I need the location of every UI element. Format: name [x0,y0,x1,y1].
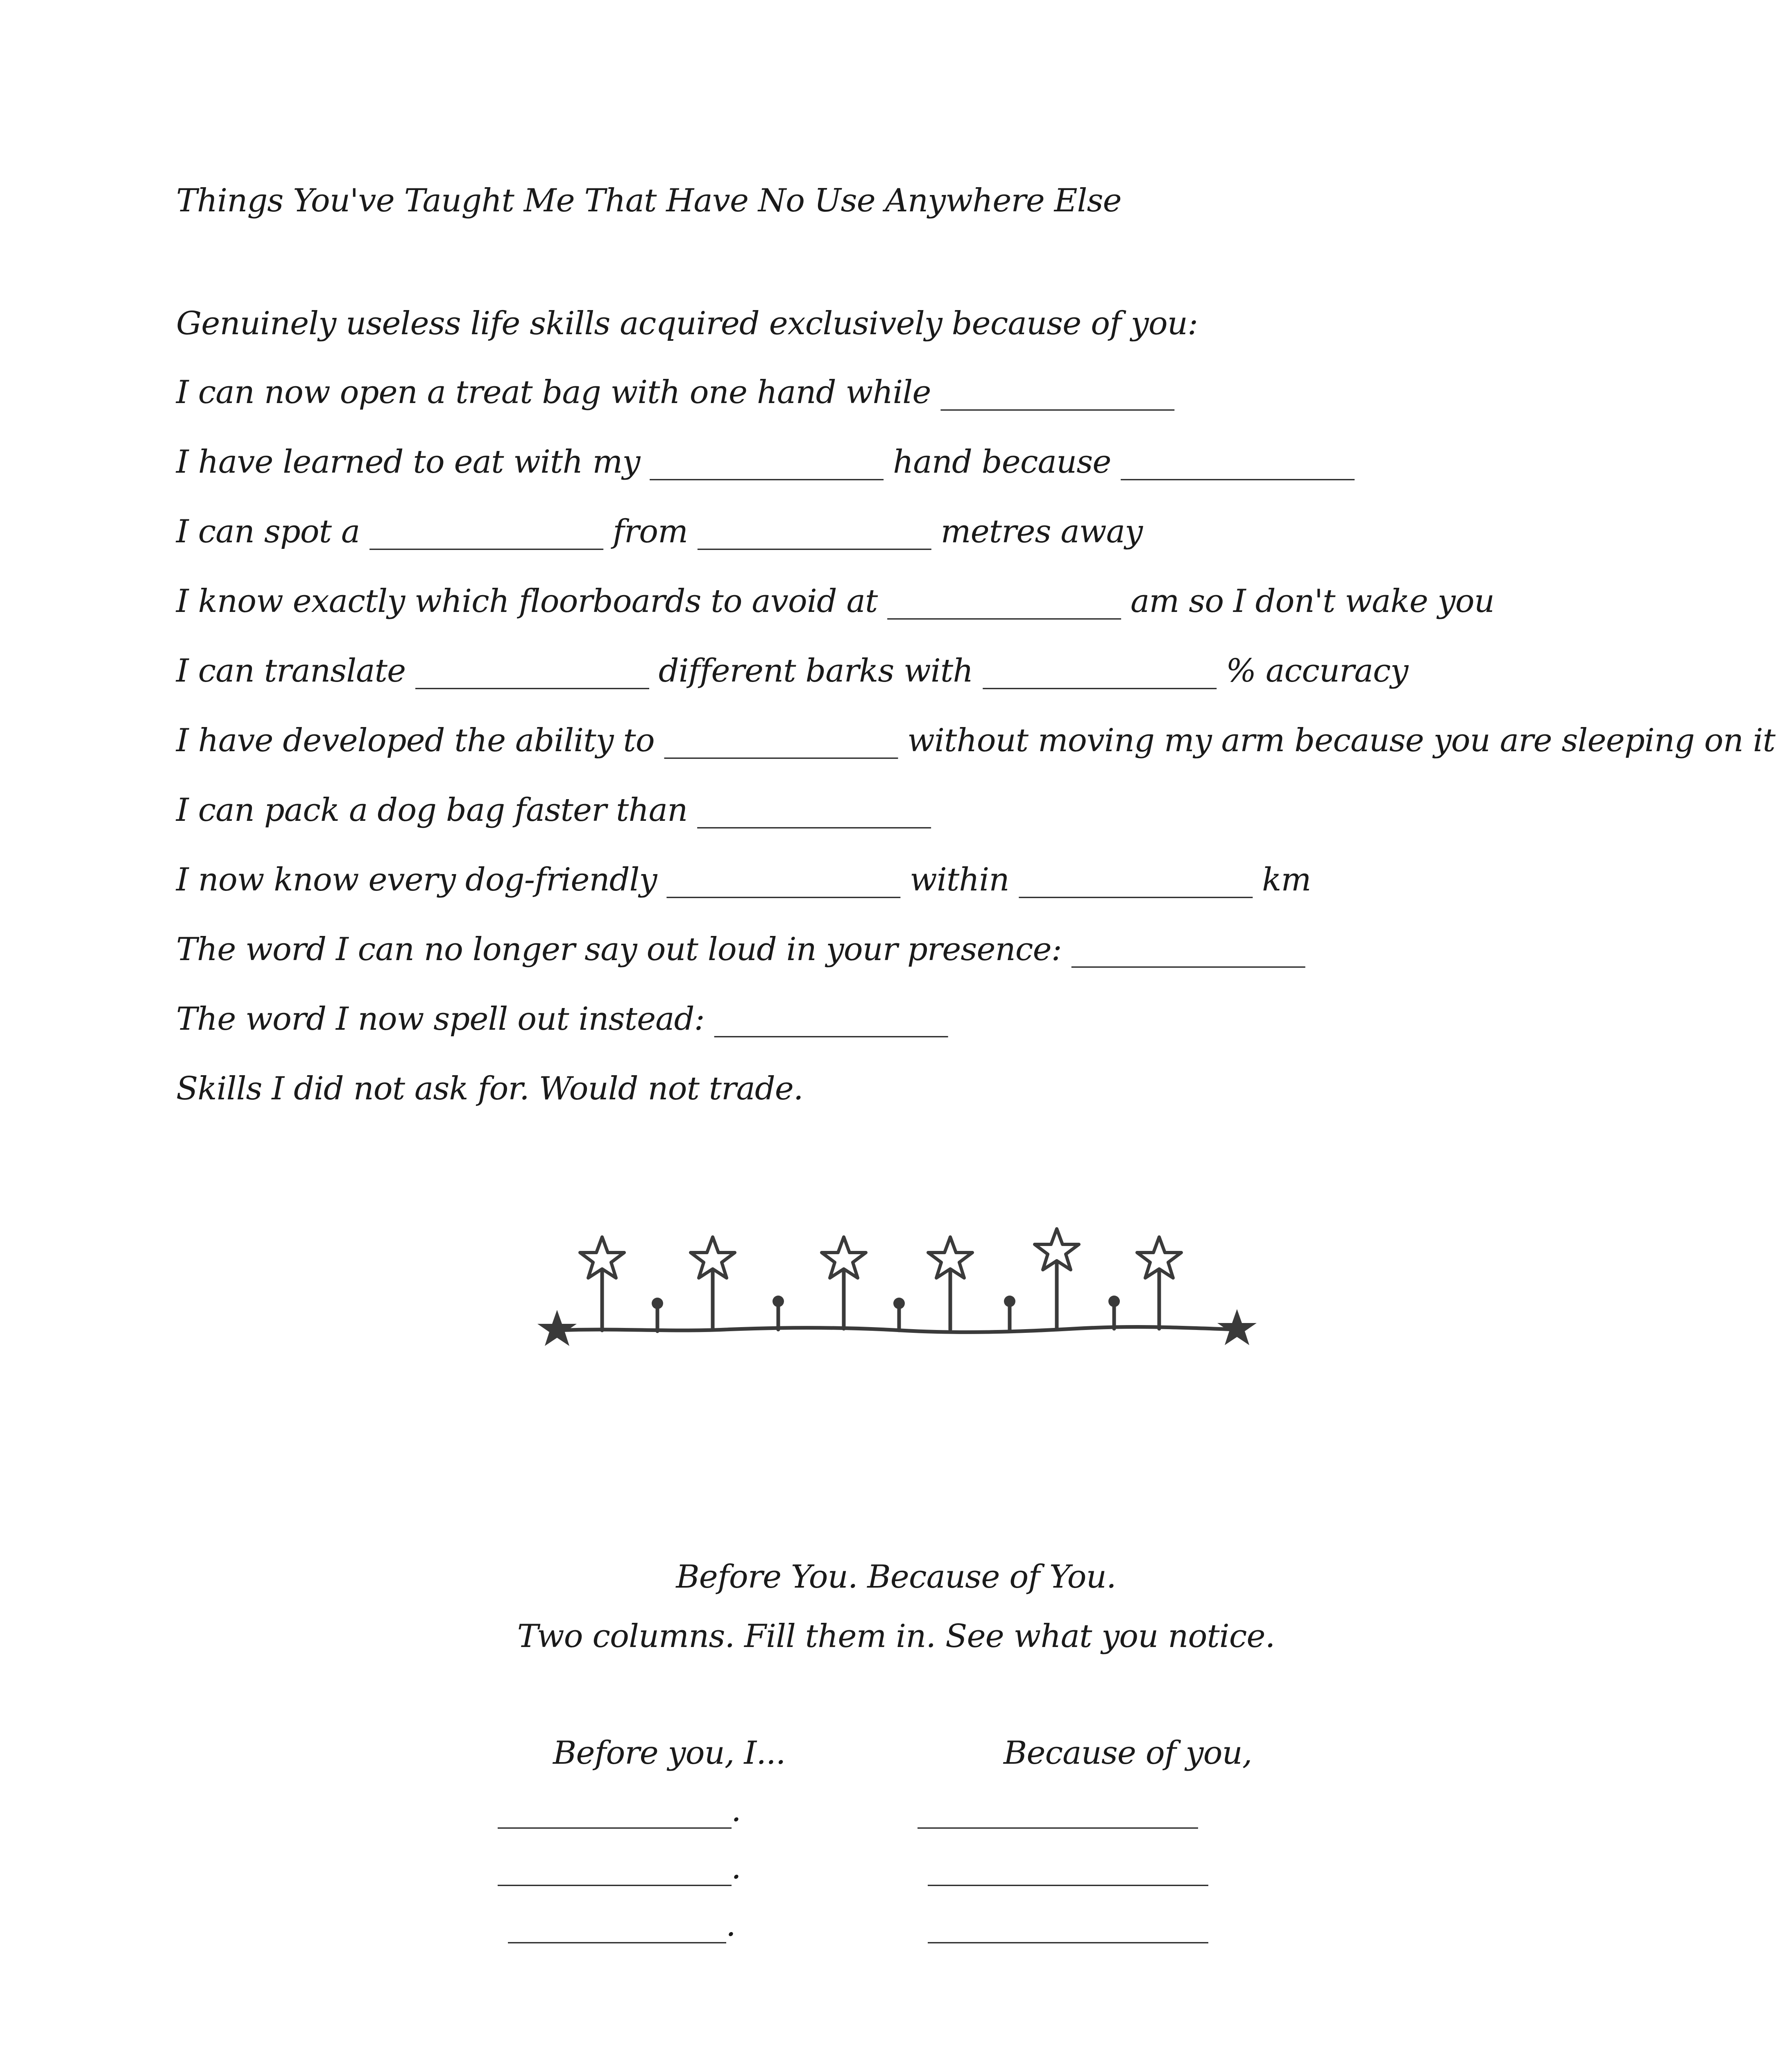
skill-item-2: I have learned to eat with my _______________ hand because _______________ [176,444,1355,480]
before-after-heading: Before You. Because of You. [676,1559,1116,1595]
before-blank-1: _______________. [498,1792,741,1829]
skill-item-5: I can translate _______________ different barks with _______________ % accuracy [176,652,1408,689]
skill-item-1: I can now open a treat bag with one hand while _______________ [176,374,1174,411]
because-blank-3: __________________ [928,1907,1208,1944]
skill-item-9: The word I can no longer say out loud in your presence: _______________ [176,931,1305,968]
before-blank-3: ______________. [508,1907,736,1944]
skill-item-11: Skills I did not ask for. Would not trade. [176,1070,803,1107]
skills-intro: Genuinely useless life skills acquired exclusively because of you: [176,305,1198,342]
because-blank-2: __________________ [928,1849,1208,1886]
before-after-subheading: Two columns. Fill them in. See what you notice. [517,1618,1275,1655]
skill-item-8: I now know every dog-friendly _______________ within _______________ km [176,861,1311,898]
before-blank-2: _______________. [498,1849,741,1886]
star-garland-icon [532,1225,1262,1364]
skill-item-10: The word I now spell out instead: _______________ [176,1001,948,1038]
skill-item-4: I know exactly which floorboards to avoid at _______________ am so I don't wake you [176,583,1495,620]
page-title: Things You've Taught Me That Have No Use Anywhere Else [176,182,1121,219]
skill-item-6: I have developed the ability to _______________ without moving my arm because you are sleeping on it [176,722,1775,759]
because-blank-1: __________________ [918,1792,1198,1829]
skill-item-7: I can pack a dog bag faster than _______________ [176,792,931,829]
skill-item-3: I can spot a _______________ from _______________ metres away [176,513,1143,550]
before-column-header: Before you, I... [553,1735,786,1772]
because-column-header: Because of you, [1004,1735,1252,1772]
